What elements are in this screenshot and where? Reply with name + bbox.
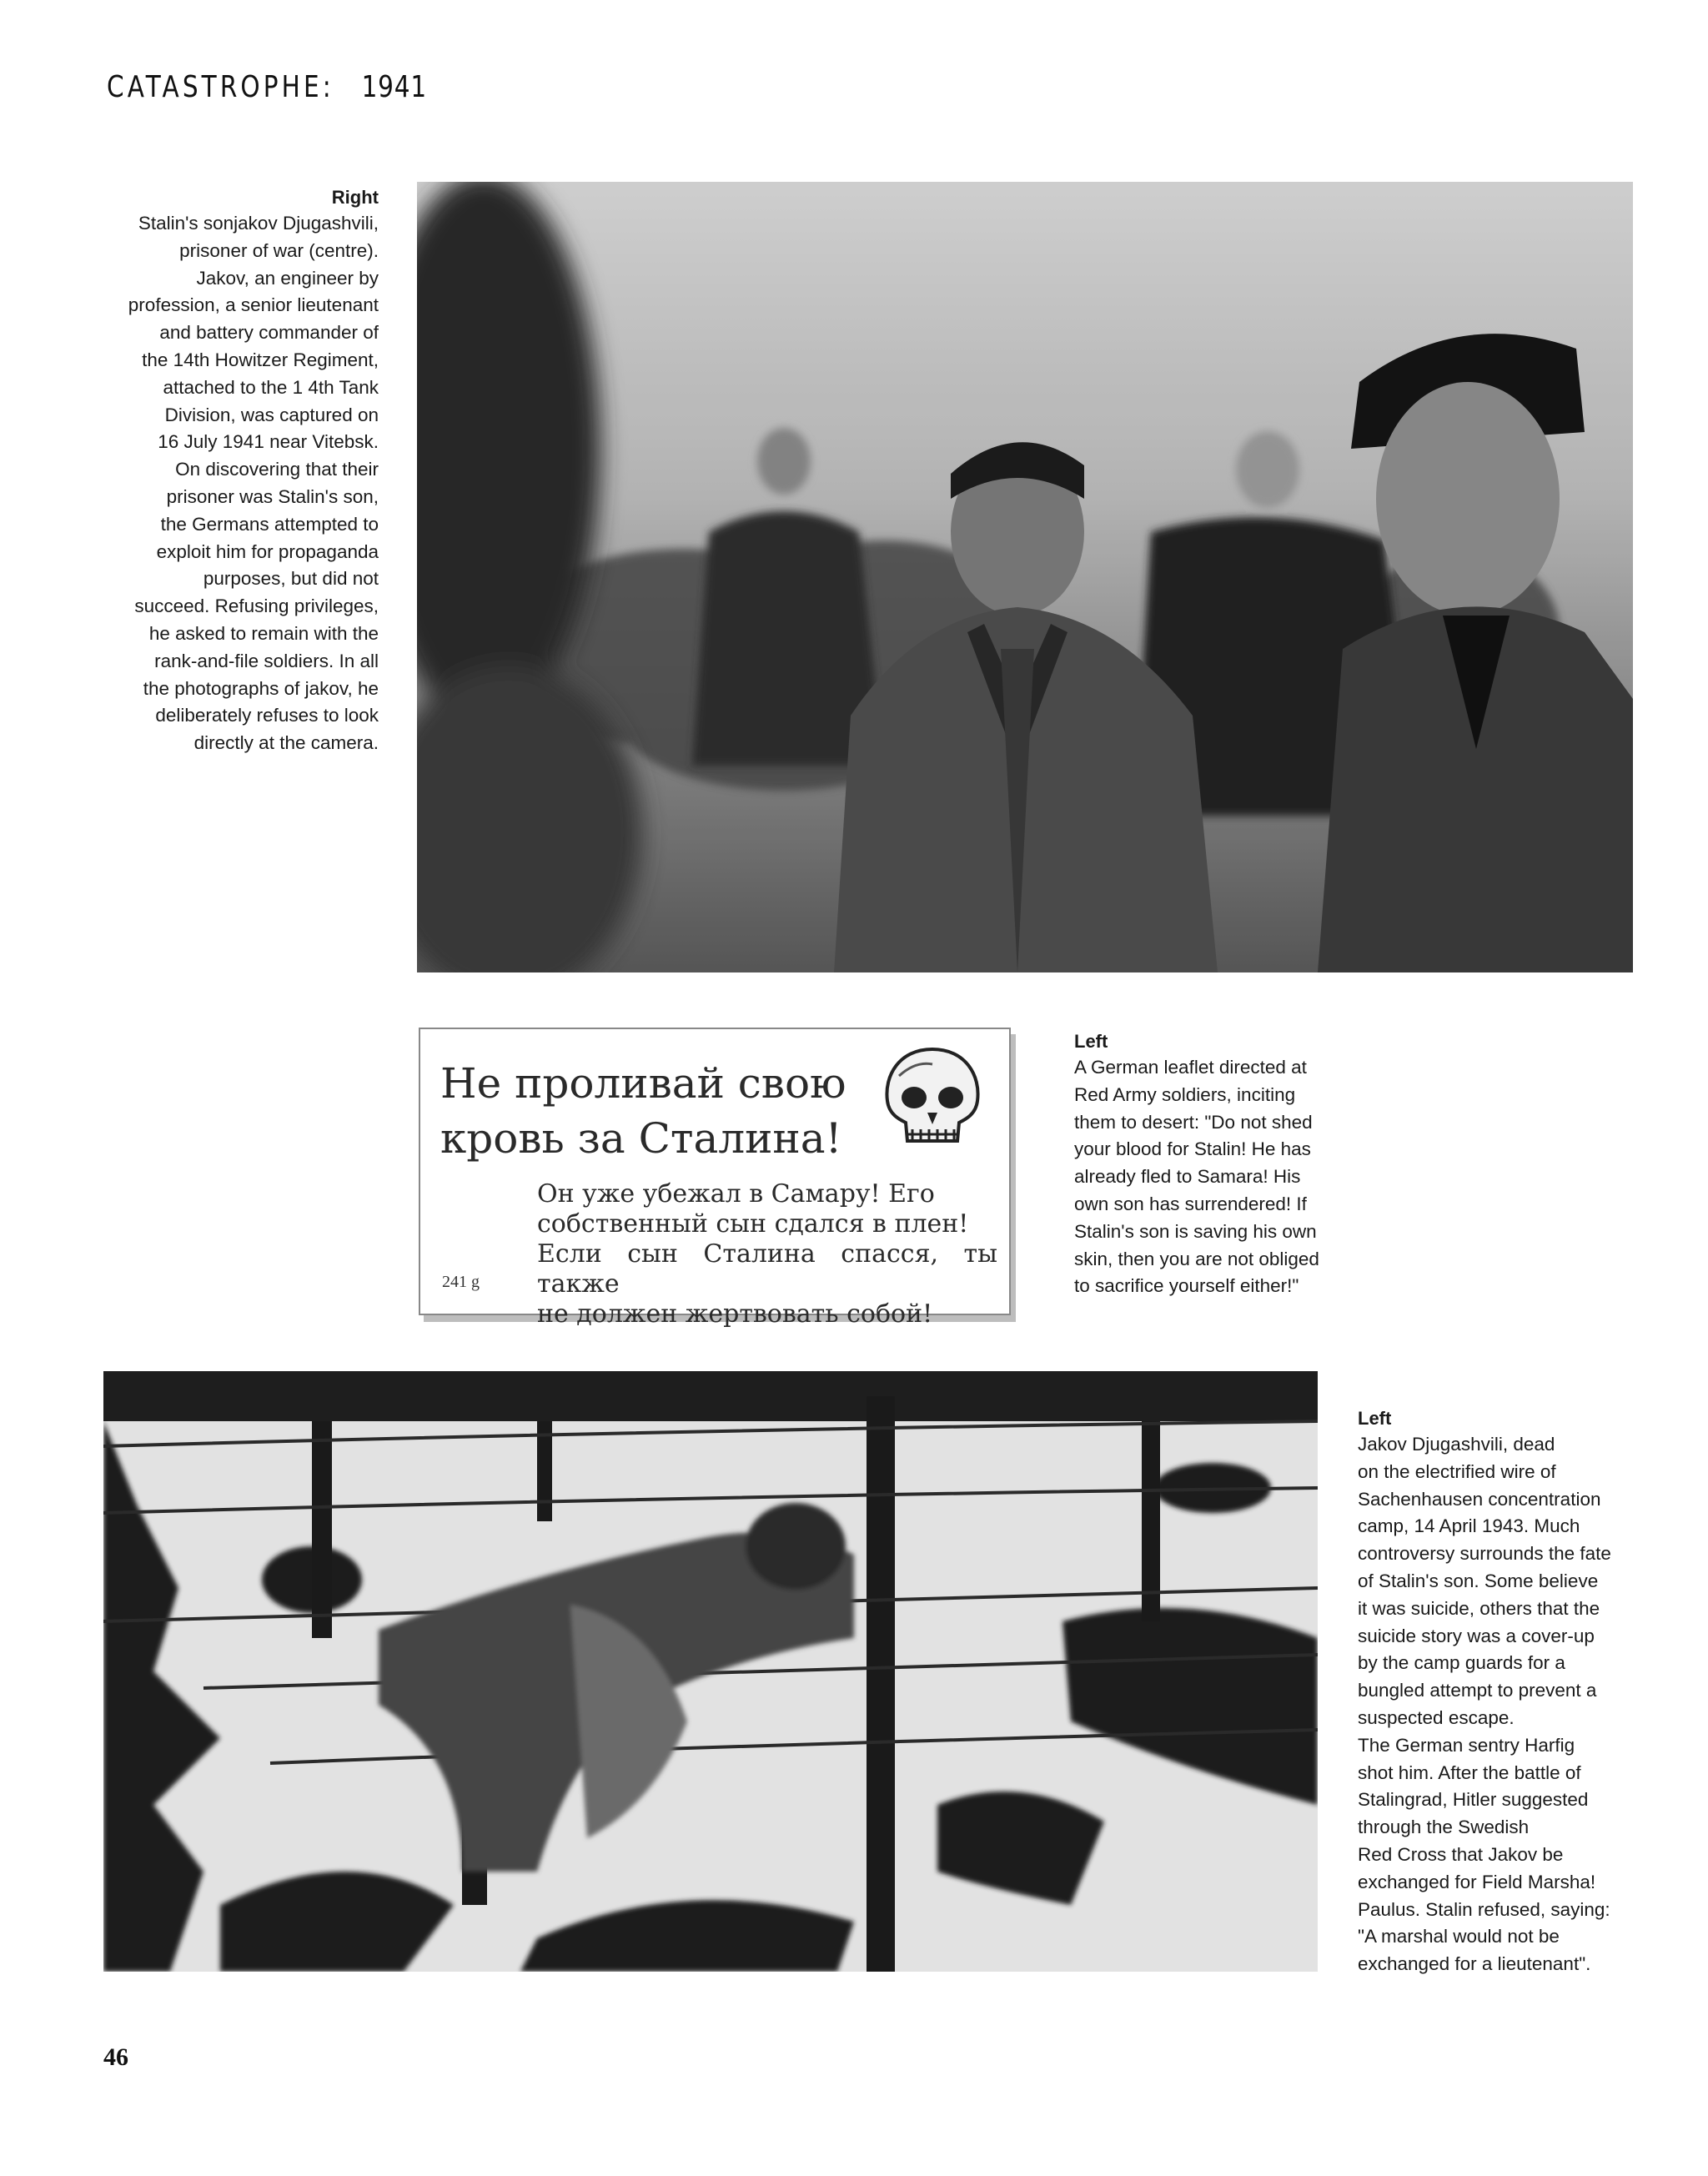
photo-prisoner-of-war	[417, 182, 1633, 972]
running-head-title: CATASTROPHE:	[107, 70, 334, 104]
caption-middle	[1074, 1029, 1358, 1300]
german-leaflet	[419, 1028, 1011, 1329]
caption-top-text: Stalin's sonjakov Djugashvili, prisoner of war (centre). Jakov, an engineer by profession, a senior lieutenant and battery commander of the 14th Howitzer Regiment, attached to the 1 4th Tank Division, was captured on 16 July 1941 near Vitebsk. On discovering that their prisoner was Stalin's son, the Germans attempted to exploit him for propaganda purposes, but did not succeed. Refusing privileges, he asked to remain with the rank-and-file soldiers. In all the photographs of jakov, he deliberately refuses to look directly at the camera.	[128, 213, 379, 754]
caption-middle-heading: Left	[1074, 1031, 1108, 1052]
caption-bottom	[1358, 1406, 1658, 1978]
photo-prisoner-of-war-image	[417, 182, 1633, 972]
caption-bottom-heading: Left	[1358, 1408, 1392, 1429]
leaflet-body: Он уже убежал в Самару! Его собственный сын сдался в плен! Если сын Сталина спасся, ты также не должен жертвовать собой!	[537, 1179, 997, 1329]
skull-icon	[874, 1043, 991, 1159]
photo-electrified-wire-image	[103, 1371, 1318, 1972]
leaflet-code: 241 g	[442, 1273, 480, 1291]
photo-electrified-wire	[103, 1371, 1318, 1972]
caption-top-heading: Right	[331, 187, 379, 208]
running-head-year: 1941	[361, 70, 427, 104]
page-number: 46	[103, 2043, 128, 2071]
leaflet-title: Не проливай свою кровь за Сталина!	[440, 1059, 846, 1163]
running-head	[107, 70, 427, 104]
caption-bottom-text: Jakov Djugashvili, dead on the electrified wire of Sachenhausen concentration camp, 14 April 1943. Much controversy surrounds the fate of Stalin's son. Some believe it was suicide, others that the suicide story was a cover-up by the camp guards for a bungled attempt to prevent a suspected escape. The German sentry Harfig shot him. After the battle of Stalingrad, Hitler suggested through the Swedish Red Cross that Jakov be exchanged for Field Marsha! Paulus. Stalin refused, saying: "A marshal would not be exchanged for a lieutenant".	[1358, 1434, 1611, 1975]
caption-top	[83, 185, 379, 757]
caption-middle-text: A German leaflet directed at Red Army soldiers, inciting them to desert: "Do not shed your blood for Stalin! He has already fled to Samara! His own son has surrendered! If Stalin's son is saving his own skin, then you are not obliged to sacrifice yourself either!"	[1074, 1057, 1319, 1297]
